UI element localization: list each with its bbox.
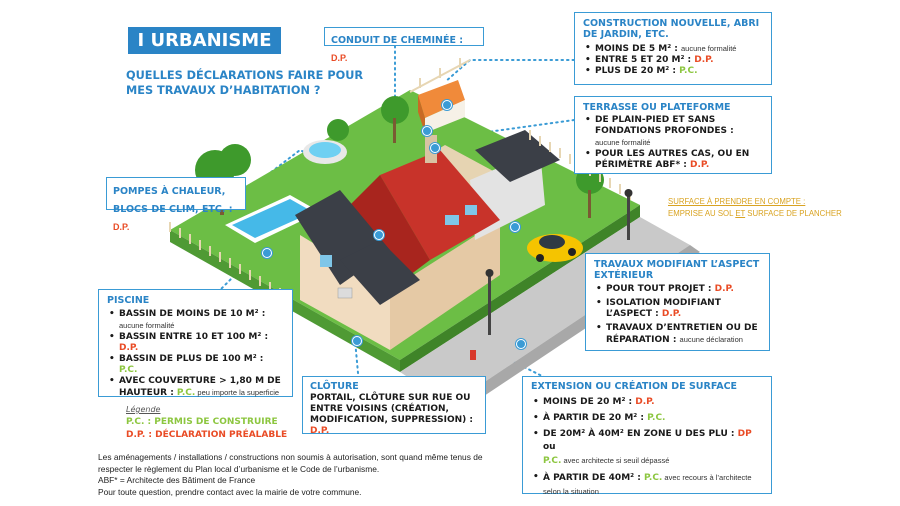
list-item: • À PARTIR DE 20 M² : P.C. xyxy=(543,412,763,425)
cheminee-code: D.P. xyxy=(331,53,348,63)
box-construction xyxy=(574,12,772,85)
box-pompes xyxy=(106,177,246,232)
footnote-line: Pour toute question, prendre contact avec la mairie de votre commune. xyxy=(98,486,362,497)
construction-title: CONSTRUCTION NOUVELLE, ABRI DE JARDIN, ETC. xyxy=(583,18,760,40)
list-item: • AVEC COUVERTURE > 1,80 M DE HAUTEUR : P.C. peu importe la superficie xyxy=(119,376,284,399)
marker-travaux[interactable] xyxy=(510,222,520,232)
legend-title: Légende xyxy=(126,405,161,414)
box-piscine xyxy=(98,289,293,397)
footnote-line: ABF* = Architecte des Bâtiment de France xyxy=(98,475,256,485)
terrasse-list xyxy=(583,115,763,171)
yellow-car xyxy=(527,234,583,262)
box-travaux xyxy=(585,253,770,351)
travaux-title: TRAVAUX MODIFIANT L’ASPECT EXTÉRIEUR xyxy=(594,259,760,281)
legend-pc: P.C. : PERMIS DE CONSTRUIRE xyxy=(126,417,278,427)
list-item: • DE PLAIN-PIED ET SANS FONDATIONS PROFONDES : aucune formalité xyxy=(595,115,763,149)
list-item: • BASSIN ENTRE 10 ET 100 M² : D.P. xyxy=(119,332,284,354)
extension-title: EXTENSION OU CRÉATION DE SURFACE xyxy=(531,381,738,392)
list-item: • ENTRE 5 ET 20 M² : D.P. xyxy=(595,55,763,66)
marker-extension[interactable] xyxy=(516,339,526,349)
list-item: • DE 20M² À 40M² EN ZONE U DES PLU : DP ou P.C. avec architecte si seuil dépassé xyxy=(543,428,763,468)
list-item: • BASSIN DE MOINS DE 10 M² : aucune formalité xyxy=(119,309,284,332)
cloture-body: PORTAIL, CLÔTURE SUR RUE OU ENTRE VOISINS (CRÉATION, MODIFICATION, SUPPRESSION) : D.P. xyxy=(310,393,474,436)
cloture-title: CLÔTURE xyxy=(310,381,359,392)
travaux-list xyxy=(594,284,761,346)
footnote-line: Les aménagements / installations / constructions non soumis à autorisation, sont quand même tenus de xyxy=(98,452,483,462)
marker-pompe[interactable] xyxy=(374,230,384,240)
list-item: • PLUS DE 20 M² : P.C. xyxy=(595,66,763,77)
pompes-code: D.P. xyxy=(113,222,130,232)
list-item: • POUR TOUT PROJET : D.P. xyxy=(606,284,761,295)
marker-cloture[interactable] xyxy=(352,336,362,346)
marker-piscine[interactable] xyxy=(262,248,272,258)
marker-terrasse[interactable] xyxy=(430,143,440,153)
pompes-title: POMPES À CHALEUR, BLOCS DE CLIM, ETC. : xyxy=(113,186,233,215)
fire-hydrant xyxy=(470,350,476,360)
marker-cheminee[interactable] xyxy=(422,126,432,136)
box-cloture xyxy=(302,376,486,434)
piscine-title: PISCINE xyxy=(107,295,150,306)
box-extension xyxy=(522,376,772,494)
list-item: • TRAVAUX D’ENTRETIEN OU DE RÉPARATION : aucune déclaration xyxy=(606,323,761,346)
box-cheminee xyxy=(324,27,484,63)
list-item: • MOINS DE 5 M² : aucune formalité xyxy=(595,43,763,55)
piscine-list xyxy=(107,309,284,399)
list-item: • ISOLATION MODIFIANT L’ASPECT : D.P. xyxy=(606,298,761,320)
page-question: QUELLES DÉCLARATIONS FAIRE POUR MES TRAVAUX D’HABITATION ? xyxy=(126,69,364,97)
legend-dp: D.P. : DÉCLARATION PRÉALABLE xyxy=(126,430,288,440)
marker-abri[interactable] xyxy=(442,100,452,110)
list-item: • À PARTIR DE 40M² : P.C. avec recours à l’architecte selon la situation xyxy=(543,471,763,499)
terrasse-title: TERRASSE OU PLATEFORME xyxy=(583,102,731,113)
list-item: • MOINS DE 20 M² : D.P. xyxy=(543,396,763,409)
heat-pump xyxy=(338,288,352,298)
list-item: • BASSIN DE PLUS DE 100 M² : P.C. xyxy=(119,354,284,376)
legend xyxy=(126,405,287,440)
extension-list xyxy=(531,396,763,499)
list-item: • POUR LES AUTRES CAS, OU EN PÉRIMÈTRE ABF* : D.P. xyxy=(595,149,763,171)
page-title: I URBANISME xyxy=(128,27,281,54)
cheminee-title: CONDUIT DE CHEMINÉE : xyxy=(331,35,464,46)
surface-note: SURFACE À PRENDRE EN COMPTE : EMPRISE AU SOL ET SURFACE DE PLANCHER xyxy=(668,197,842,218)
footnote-line: respecter le règlement du Plan local d’urbanisme et le Code de l’urbanisme. xyxy=(98,463,380,474)
construction-list xyxy=(583,43,763,77)
footnotes xyxy=(98,452,518,498)
box-terrasse xyxy=(574,96,772,174)
